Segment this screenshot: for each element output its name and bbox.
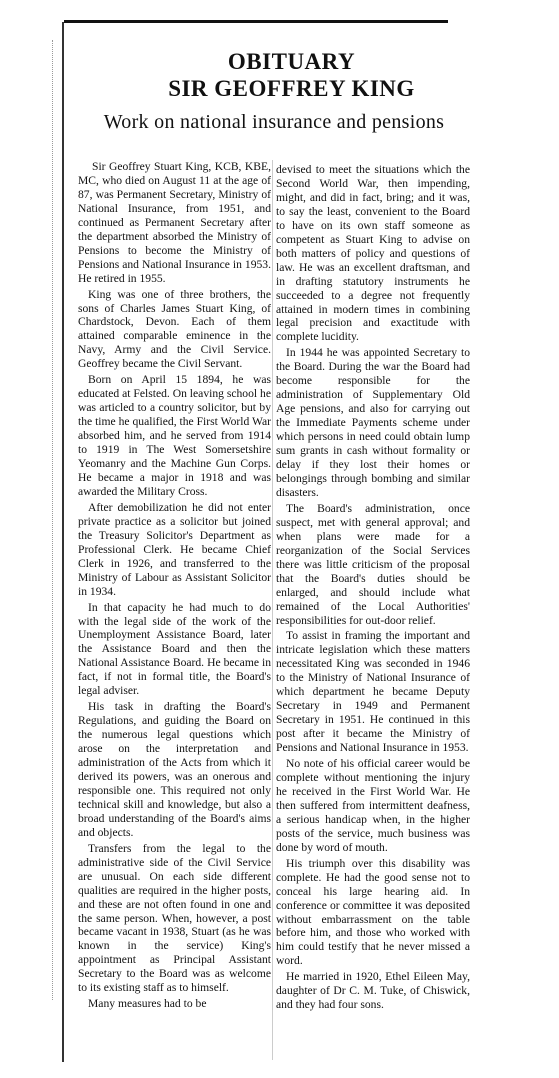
paragraph: In 1944 he was appointed Secretary to the Board. During the war the Board had become responsible for the administration of Supplementary Old Age pensions, and also for carrying out the Immediate Payments scheme under which persons in need could obtain lump sum grants in cash without formality or delay if they lost their homes or belongings through bombing and similar disasters. xyxy=(276,346,470,499)
paragraph: His triumph over this disability was complete. He had the good sense not to conceal his large hearing aid. In conference or committee it was deposited without embarrassment on the table before him, and those who worked with him could testify that he never missed a word. xyxy=(276,856,470,968)
margin-dots xyxy=(52,40,59,1000)
section-heading: OBITUARY xyxy=(227,49,356,74)
paragraph: His task in drafting the Board's Regulations, and guiding the Board on the numerous legal questions which arose on the interpretation and administration of the Acts from which it derived its powers, was an onerous and responsible one. This required not only technical skill and knowledge, but also a broad understanding of the Board's aims and objects. xyxy=(78,700,271,839)
article-subtitle: Work on national insurance and pensions xyxy=(103,111,445,133)
paragraph: After demobilization he did not enter private practice as a solicitor but joined the Treasury Solicitor's Department as Professional Clerk. He became Chief Clerk in 1926, and transferred to the Ministry of Labour as Assistant Solicitor in 1934. xyxy=(78,500,271,598)
heading-block xyxy=(64,48,484,134)
paragraph: Born on April 15 1894, he was educated at Felsted. On leaving school he was articled to a country solicitor, but by the time he qualified, the First World War absorbed him, and he served from 1914 to 1919 in The West Somersetshire Yeomanry and the Machine Gun Corps. He became a major in 1918 and was awarded the Military Cross. xyxy=(78,373,271,498)
paragraph: King was one of three brothers, the sons of Charles James Stuart King, of Chardstock, Devon. Each of them attained comparable eminence in the Navy, Army and the Civil Service. Geoffrey became the Civil Servant. xyxy=(78,287,271,371)
paragraph: In that capacity he had much to do with the legal side of the work of the Unemployment Assistance Board, later the Assistance Board and then the National Assistance Board. He became in fact, if not in formal title, the Board's legal adviser. xyxy=(78,600,271,698)
right-column xyxy=(276,163,470,1014)
left-column xyxy=(78,160,271,1013)
obituary-name: SIR GEOFFREY KING xyxy=(168,76,415,101)
paragraph: Many measures had to be xyxy=(88,997,207,1011)
paragraph: No note of his official career would be complete without mentioning the injury he received in the First World War. He then suffered from intermittent deafness, a serious handicap when, in the higher posts of the service, much business was done by word of mouth. xyxy=(276,757,470,854)
column-divider xyxy=(272,160,273,1060)
paragraph: Transfers from the legal to the administrative side of the Civil Service are unusual. On each side different qualities are required in the higher posts, and these are not often found in one and the same person. When, however, a post became vacant in 1938, Stuart (as he was known in the service) King's appointment as Principal Assistant Secretary to the Board was as welcome to its existing staff as to himself. xyxy=(78,841,271,995)
paragraph: devised to meet the situations which the Second World War, then impending, might, and did in fact, bring; and it was, to say the least, convenient to the Board to have on its own staff someone as competent as Stuart King to advise on both matters of policy and questions of law. He was an excellent draftsman, and in drafting statutory instruments he succeeded to a degree not frequently attained in modern times in combining legal precision and exactitude with complete lucidity. xyxy=(276,163,470,344)
paragraph: The Board's administration, once suspect, met with general approval; and when plans were made for a reorganization of the Social Services there was little criticism of the proposal that the Board's duties should be enlarged, and should include what remained of the Local Authorities' responsibilities for out-door relief. xyxy=(276,501,470,627)
paragraph: Sir Geoffrey Stuart King, KCB, KBE, MC, who died on August 11 at the age of 87, was Permanent Secretary, Ministry of National Insurance, from 1951, and continued as Permanent Secretary after the department absorbed the Ministry of Pensions to become the Ministry of Pensions and National Insurance in 1953. He retired in 1955. xyxy=(78,160,271,285)
paragraph: To assist in framing the important and intricate legislation which these matters necessitated King was seconded in 1946 to the Ministry of National Insurance of which department he became Deputy Secretary in 1949 and Permanent Secretary in 1951. He continued in this post after it became the Ministry of Pensions and National Insurance in 1953. xyxy=(276,629,470,755)
top-rule xyxy=(64,20,448,23)
left-margin-rule xyxy=(62,22,64,1062)
paragraph: He married in 1920, Ethel Eileen May, daughter of Dr C. M. Tuke, of Chiswick, and they had four sons. xyxy=(276,970,470,1012)
